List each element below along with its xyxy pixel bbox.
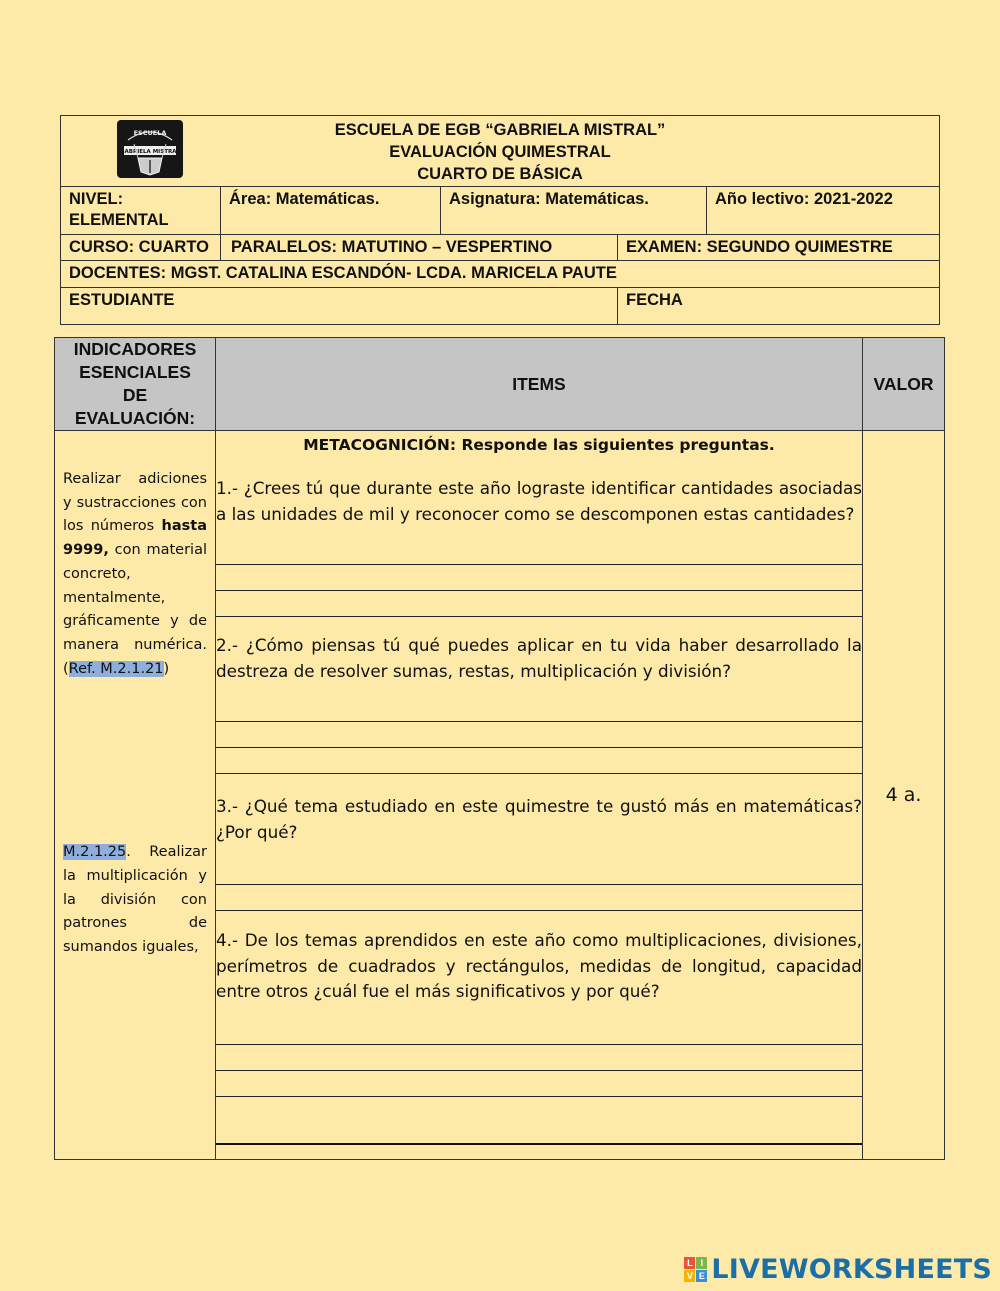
question-4: 4.- De los temas aprendidos en este año como multiplicaciones, divisiones, perímetros de cuadrados y rectángulos, medidas de longitud, capacidad entre otros ¿cuál fue el más significativos y por qué? — [216, 930, 862, 1001]
answer-line[interactable] — [216, 722, 862, 748]
final-answer-line[interactable] — [216, 1143, 862, 1145]
nivel-cell: NIVEL: ELEMENTAL — [61, 187, 221, 235]
question-1: 1.- ¿Crees tú que durante este año lograste identificar cantidades asociadas a las unidades de mil y reconocer como se descomponen estas cantidades? — [216, 478, 862, 524]
svg-text:ESCUELA: ESCUELA — [133, 129, 167, 137]
answer-line[interactable] — [216, 885, 862, 911]
answer-line[interactable] — [216, 748, 862, 774]
answer-line[interactable] — [216, 859, 862, 885]
metacognicion-heading: METACOGNICIÓN: Responde las siguientes preguntas. — [303, 436, 775, 454]
answer-line[interactable] — [216, 1019, 862, 1045]
valor-cell: 4 a. — [863, 431, 945, 1160]
docentes-cell: DOCENTES: MGST. CATALINA ESCANDÓN- LCDA. MARICELA PAUTE — [61, 261, 940, 287]
answer-lines-2[interactable] — [216, 696, 862, 774]
answer-line[interactable] — [216, 696, 862, 722]
area-cell: Área: Matemáticas. — [221, 187, 441, 235]
curso-cell: CURSO: CUARTO — [61, 234, 221, 260]
answer-line[interactable] — [216, 1071, 862, 1097]
answer-line[interactable] — [216, 565, 862, 591]
ref-m2121: Ref. M.2.1.21 — [68, 660, 164, 677]
school-logo — [117, 120, 183, 178]
svg-text:GABRIELA MISTRAL: GABRIELA MISTRAL — [120, 149, 180, 155]
estudiante-fecha-row — [61, 287, 940, 324]
exam-type: EVALUACIÓN QUIMESTRAL — [389, 143, 611, 161]
ref-m2125: M.2.1.25 — [63, 844, 127, 861]
evaluation-table — [54, 337, 945, 1160]
anio-lectivo-cell: Año lectivo: 2021-2022 — [707, 187, 940, 235]
indicator-1: Realizar adiciones y sustracciones con los números hasta 9999, con material concreto, mentalmente, gráficamente y de manera numérica. (Ref. M.2.1.21) — [63, 471, 207, 677]
answer-lines-1[interactable] — [216, 539, 862, 617]
question-3: 3.- ¿Qué tema estudiado en este quimestre te gustó más en matemáticas? ¿Por qué? — [216, 796, 862, 842]
answer-line[interactable] — [216, 539, 862, 565]
school-title-cell — [61, 116, 940, 187]
col-items-header: ITEMS — [216, 338, 863, 431]
answer-lines-4[interactable] — [216, 1019, 862, 1097]
indicator-2: M.2.1.25. Realizar la multiplicación y la división con patrones de sumandos iguales, — [63, 844, 207, 956]
grade-level: CUARTO DE BÁSICA — [417, 165, 583, 183]
liveworksheets-logo-icon: L I V E — [684, 1257, 707, 1282]
asignatura-cell: Asignatura: Matemáticas. — [441, 187, 707, 235]
items-cell — [216, 431, 863, 1160]
liveworksheets-branding — [684, 1253, 992, 1285]
answer-line[interactable] — [216, 591, 862, 617]
col-indicadores-header: INDICADORES ESENCIALES DE EVALUACIÓN: — [55, 338, 216, 431]
header-table — [60, 115, 940, 325]
answer-line[interactable] — [216, 1045, 862, 1071]
school-crest-icon — [120, 122, 180, 176]
estudiante-field[interactable]: ESTUDIANTE — [61, 288, 618, 324]
school-name: ESCUELA DE EGB “GABRIELA MISTRAL” — [334, 121, 666, 139]
paralelos-cell: PARALELOS: MATUTINO – VESPERTINO — [221, 235, 618, 260]
answer-lines-3[interactable] — [216, 859, 862, 911]
indicadores-cell — [55, 431, 216, 1160]
liveworksheets-wordmark: LIVEWORKSHEETS — [711, 1253, 992, 1285]
col-valor-header: VALOR — [863, 338, 945, 431]
paralelos-examen-row — [221, 234, 940, 260]
fecha-field[interactable]: FECHA — [626, 290, 683, 309]
examen-cell: EXAMEN: SEGUNDO QUIMESTRE — [626, 237, 893, 256]
question-2: 2.- ¿Cómo piensas tú qué puedes aplicar en tu vida haber desarrollado la destreza de resolver sumas, restas, multiplicación y división? — [216, 635, 862, 681]
